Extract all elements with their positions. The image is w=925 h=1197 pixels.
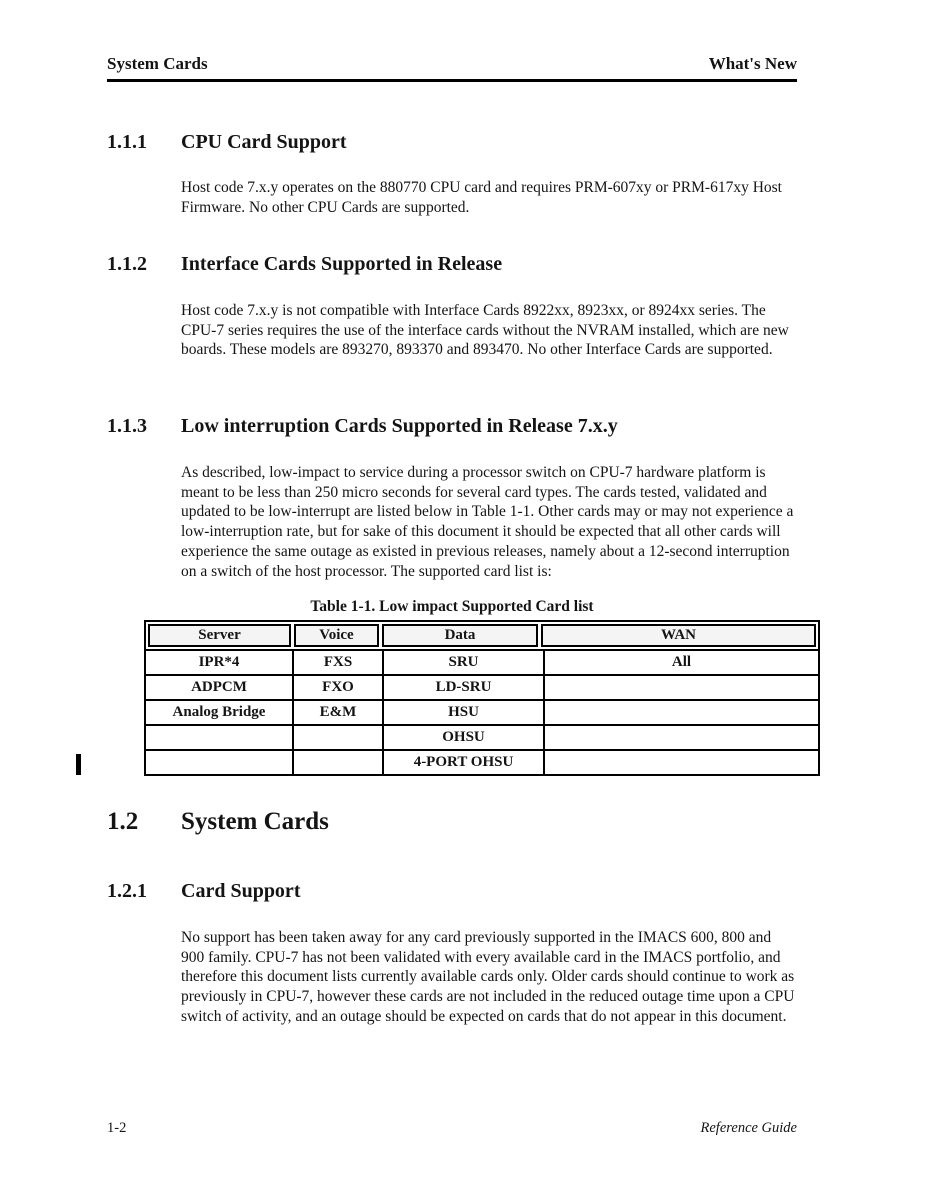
table-cell: SRU [384, 651, 545, 674]
table-row [146, 651, 818, 676]
section-1-1-2 [107, 253, 797, 276]
section-1-2 [107, 808, 797, 836]
section-title: Interface Cards Supported in Release [181, 253, 503, 275]
section-number: 1.1.1 [107, 131, 147, 153]
section-1-2-1 [107, 880, 797, 903]
document-title: Reference Guide [700, 1120, 797, 1136]
paragraph-1-1-1: Host code 7.x.y operates on the 880770 CPU card and requires PRM-607xy or PRM-617xy Host Firmware. No other CPU Cards are supported. [181, 179, 782, 216]
table-cell [146, 751, 294, 774]
section-title: Low interruption Cards Supported in Release 7.x.y [181, 415, 618, 437]
table-cell: FXO [294, 676, 384, 699]
section-title: CPU Card Support [181, 131, 347, 153]
section-1-1-1 [107, 131, 797, 154]
table-cell [545, 701, 818, 724]
table-cell [545, 676, 818, 699]
section-number: 1.2 [107, 808, 139, 835]
table-cell [294, 751, 384, 774]
table-cell [294, 726, 384, 749]
header-right-title: What's New [708, 54, 797, 73]
section-number: 1.1.2 [107, 253, 147, 275]
table-cell: 4-PORT OHSU [384, 751, 545, 774]
section-number: 1.2.1 [107, 880, 147, 902]
table-cell [545, 726, 818, 749]
table-header-cell: WAN [541, 624, 816, 647]
running-header [107, 54, 797, 82]
table-header-row [146, 622, 818, 651]
paragraph-1-1-2: Host code 7.x.y is not compatible with Interface Cards 8922xx, 8923xx, or 8924xx series. The CPU-7 series requires the use of the interface cards without the NVRAM installed, which are new boards. These models are 893270, 893370 and 893470. No other Interface Cards are supported. [181, 302, 789, 359]
table-cell: All [671, 654, 692, 670]
table-header-cell: Server [148, 624, 291, 647]
table-cell: LD-SRU [384, 676, 545, 699]
table-cell: OHSU [384, 726, 545, 749]
revision-change-bar [76, 754, 81, 775]
section-title: Card Support [181, 880, 301, 902]
section-number: 1.1.3 [107, 415, 147, 437]
table-header-cell: Data [382, 624, 538, 647]
table-cell: E&M [294, 701, 384, 724]
table-caption: Table 1-1. Low impact Supported Card list [310, 598, 594, 615]
table-header-cell: Voice [294, 624, 379, 647]
page-number: 1-2 [107, 1120, 127, 1136]
table-cell: FXS [294, 651, 384, 674]
table-cell: ADPCM [146, 676, 294, 699]
table-cell: Analog Bridge [146, 701, 294, 724]
running-footer [107, 1120, 797, 1137]
paragraph-1-1-3: As described, low-impact to service during a processor switch on CPU-7 hardware platform is meant to be less than 250 micro seconds for several card types. The cards tested, validated and updated to be low-interrupt are listed below in Table 1-1. Other cards may or may not experience a low-interruption rate, but for sake of this document it should be expected that all other cards will experience the same outage as existed in previous releases, namely about a 12-second interruption on a switch of the host processor. The supported card list is: [181, 464, 794, 580]
table-row [146, 701, 818, 726]
table-cell [545, 751, 818, 774]
header-left-title: System Cards [107, 54, 208, 73]
section-1-1-3 [107, 415, 797, 438]
table-row [146, 726, 818, 751]
section-title: System Cards [181, 808, 329, 835]
table-row [146, 751, 818, 774]
paragraph-1-2-1: No support has been taken away for any card previously supported in the IMACS 600, 800 and 900 family. CPU-7 has not been validated with every available card in the IMACS portfolio, and therefore this document lists currently available cards only. Older cards should continue to work as previously in CPU-7, however these cards are not included in the reduced outage time upon a CPU switch of activity, and an outage should be expected on cards that do not appear in this document. [181, 929, 795, 1025]
card-support-table [144, 620, 820, 776]
table-cell [146, 726, 294, 749]
table-row [146, 676, 818, 701]
table-cell: HSU [384, 701, 545, 724]
table-cell: IPR*4 [146, 651, 294, 674]
